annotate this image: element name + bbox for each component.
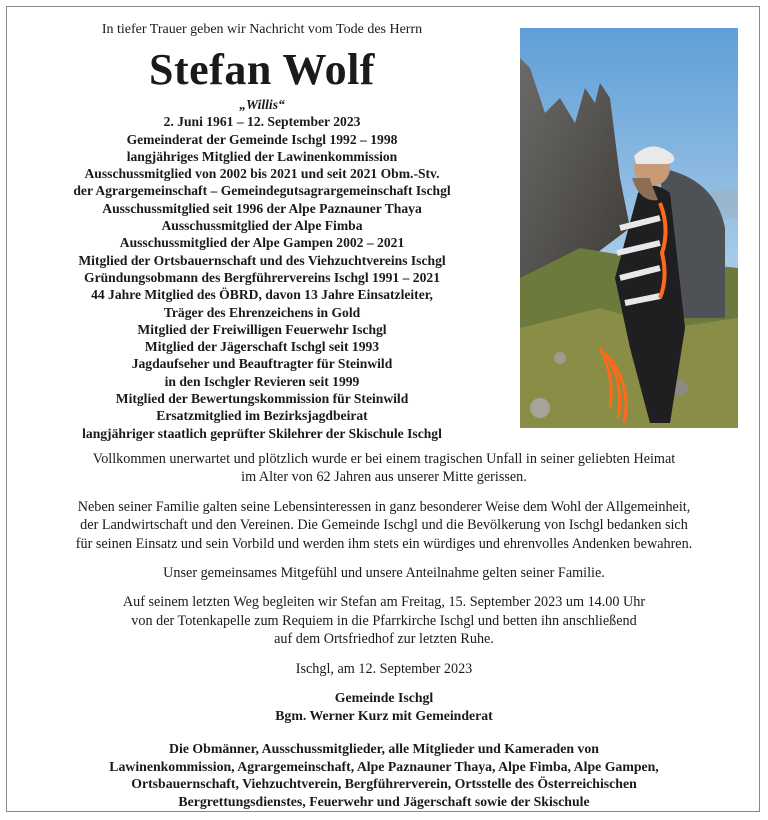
- nickname: „Willis“: [239, 97, 285, 112]
- paragraph: [14, 450, 754, 487]
- paragraph-line: Unser gemeinsames Mitgefühl und unsere Anteilnahme gelten seiner Familie.: [163, 565, 605, 582]
- detail-line: Jagdaufseher und Beauftragter für Steinwild: [131, 356, 393, 372]
- detail-line: Ausschussmitglied der Alpe Fimba: [161, 218, 363, 234]
- detail-line: Ausschussmitglied von 2002 bis 2021 und seit 2021 Obm.-Stv.: [84, 166, 440, 182]
- detail-line: Ausschussmitglied seit 1996 der Alpe Paznauner Thaya: [102, 200, 422, 216]
- mourners-line: Lawinenkommission, Agrargemeinschaft, Alpe Paznauner Thaya, Alpe Fimba, Alpe Gampen,: [109, 758, 659, 774]
- details-list: [14, 96, 510, 442]
- paragraph-line: im Alter von 62 Jahren aus unserer Mitte gerissen.: [241, 469, 527, 486]
- mourners-line: Ortsbauernschaft, Viehzuchtverein, Bergführerverein, Ortsstelle des Österreichischen: [131, 776, 637, 792]
- detail-line: Mitglied der Bewertungskommission für Steinwild: [115, 391, 409, 407]
- detail-line: 2. Juni 1961 – 12. September 2023: [163, 114, 361, 130]
- intro-text: In tiefer Trauer geben wir Nachricht vom Tode des Herrn: [101, 22, 423, 37]
- detail-line: Träger des Ehrenzeichens in Gold: [163, 304, 361, 320]
- portrait-photo: [520, 28, 738, 428]
- detail-line: der Agrargemeinschaft – Gemeindegutsagrargemeinschaft Ischgl: [73, 183, 451, 199]
- paragraph-line: Vollkommen unerwartet und plötzlich wurde er bei einem tragischen Unfall in seiner geliebten Heimat: [92, 451, 676, 467]
- detail-line: langjähriger staatlich geprüfter Skilehrer der Skischule Ischgl: [82, 425, 442, 441]
- detail-line: Ausschussmitglied der Alpe Gampen 2002 – 2021: [119, 235, 405, 251]
- deceased-name: Stefan Wolf: [149, 45, 375, 94]
- detail-line: Mitglied der Freiwilligen Feuerwehr Ischgl: [137, 321, 387, 337]
- mourners-line: Die Obmänner, Ausschussmitglieder, alle Mitglieder und Kameraden von: [169, 741, 599, 757]
- mourners-list: [14, 740, 754, 810]
- paragraph: [14, 498, 754, 553]
- paragraph-line: der Landwirtschaft und den Vereinen. Die Gemeinde Ischgl und die Bevölkerung von Ischgl bedanken sich: [80, 517, 688, 534]
- paragraph: [14, 593, 754, 648]
- paragraph-line: für seinen Einsatz und sein Vorbild und werden ihm stets ein würdiges und ehrenvolles Andenken bewahren.: [75, 535, 693, 552]
- detail-line: Gemeinderat der Gemeinde Ischgl 1992 – 1998: [126, 131, 398, 147]
- header-block: [14, 20, 510, 442]
- detail-line: in den Ischgler Revieren seit 1999: [164, 373, 360, 389]
- signature-line: Gemeinde Ischgl: [334, 690, 434, 706]
- detail-line: Ersatzmitglied im Bezirksjagdbeirat: [156, 408, 368, 424]
- detail-line: 44 Jahre Mitglied des ÖBRD, davon 13 Jahre Einsatzleiter,: [91, 287, 433, 303]
- body-text: [14, 450, 754, 811]
- place-date: [14, 660, 754, 678]
- detail-line: Mitglied der Jägerschaft Ischgl seit 1993: [144, 339, 380, 355]
- signature: [14, 689, 754, 724]
- signature-line: Bgm. Werner Kurz mit Gemeinderat: [275, 707, 493, 723]
- paragraph-line: Neben seiner Familie galten seine Lebensinteressen in ganz besonderer Weise dem Wohl der Allgemeinheit,: [77, 498, 691, 515]
- paragraph-line: auf dem Ortsfriedhof zur letzten Ruhe.: [274, 631, 494, 648]
- paragraph-line: von der Totenkapelle zum Requiem in die Pfarrkirche Ischgl und betten ihn anschließend: [131, 612, 637, 629]
- detail-line: Mitglied der Ortsbauernschaft und des Viehzuchtvereins Ischgl: [78, 252, 446, 268]
- paragraph-line: Auf seinem letzten Weg begleiten wir Stefan am Freitag, 15. September 2023 um 14.00 Uhr: [122, 594, 646, 611]
- mourners-line: Bergrettungsdienstes, Feuerwehr und Jägerschaft sowie der Skischule: [178, 794, 590, 810]
- detail-line: langjähriges Mitglied der Lawinenkommission: [126, 148, 398, 164]
- detail-line: Gründungsobmann des Bergführervereins Ischgl 1991 – 2021: [84, 269, 440, 285]
- paragraph: [14, 564, 754, 582]
- paragraph-line: Ischgl, am 12. September 2023: [295, 660, 473, 677]
